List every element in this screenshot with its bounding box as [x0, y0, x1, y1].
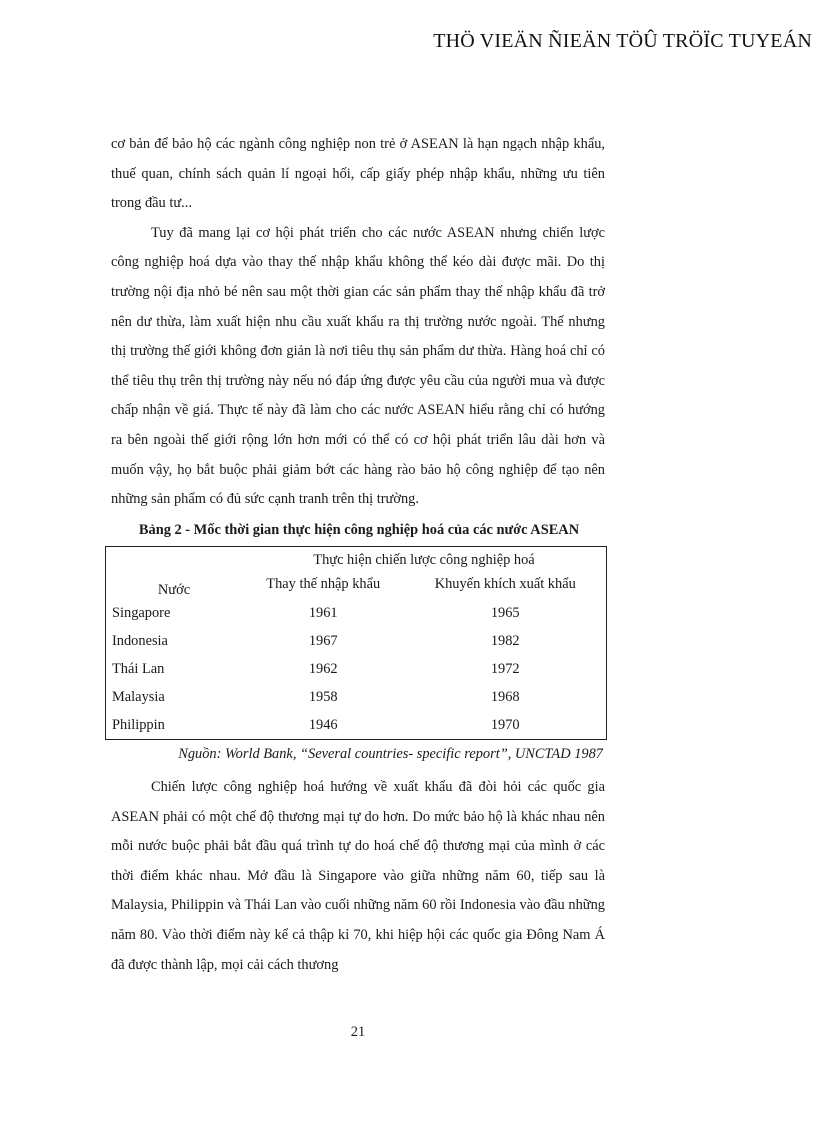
- industrialization-table: [105, 546, 607, 740]
- cell-export-year: 1982: [490, 632, 520, 649]
- cell-export-year: 1968: [490, 688, 520, 705]
- cell-import-year: 1958: [308, 688, 338, 705]
- cell-export-year: 1965: [490, 604, 520, 621]
- table-source-note: Nguồn: World Bank, “Several countries- specific report”, UNCTAD 1987: [178, 746, 603, 762]
- cell-country: Thái Lan: [112, 660, 165, 677]
- table-header-row: [106, 547, 607, 570]
- cell-import-year: 1967: [308, 632, 338, 649]
- table-row: [106, 627, 607, 655]
- cell-import-year: 1961: [308, 604, 338, 621]
- cell-country: Indonesia: [112, 632, 168, 649]
- cell-import-year: 1946: [308, 716, 338, 733]
- body-text-bottom: [111, 773, 605, 980]
- cell-country: Philippin: [112, 716, 165, 733]
- header-export-promotion: Khuyến khích xuất khẩu: [434, 575, 576, 592]
- page-number: 21: [350, 1024, 366, 1040]
- page-header-title: THÖ VIEÄN ÑIEÄN TÖÛ TRÖÏC TUYEÁN: [433, 30, 812, 52]
- cell-import-year: 1962: [308, 660, 338, 677]
- cell-country: Singapore: [112, 604, 171, 621]
- cell-country: Malaysia: [112, 688, 165, 705]
- header-import-substitution: Thay thế nhập khẩu: [266, 575, 381, 592]
- table-row: [106, 711, 607, 740]
- table-row: [106, 683, 607, 711]
- table-caption: Bảng 2 - Mốc thời gian thực hiện công nghiệp hoá của các nước ASEAN: [138, 522, 580, 538]
- table-row: [106, 599, 607, 627]
- paragraph-1: cơ bản để bảo hộ các ngành công nghiệp non trẻ ở ASEAN là hạn ngạch nhập khẩu, thuế quan, chính sách quản lí ngoại hối, cấp giấy phép nhập khẩu, những ưu tiên trong đầu tư...: [111, 136, 605, 212]
- body-text-top: [111, 130, 605, 515]
- paragraph-3: Chiến lược công nghiệp hoá hướng về xuất khẩu đã đòi hỏi các quốc gia ASEAN phải có một chế độ thương mại tự do hơn. Do mức bảo hộ là khác nhau nên mỗi nước buộc phải bắt đầu quá trình tự do hoá chế độ thương mại của mình ở các thời điểm khác nhau. Mở đầu là Singapore vào giữa những năm 60, tiếp sau là Malaysia, Philippin và Thái Lan vào cuối những năm 60 rồi Indonesia vào đầu những năm 80. Vào thời điểm này kể cả thập kỉ 70, khi hiệp hội các quốc gia Đông Nam Á đã được thành lập, mọi cải cách thương: [111, 779, 605, 973]
- cell-export-year: 1972: [490, 660, 520, 677]
- header-country: Nước: [157, 582, 191, 598]
- cell-export-year: 1970: [490, 716, 520, 733]
- paragraph-2: Tuy đã mang lại cơ hội phát triển cho các nước ASEAN nhưng chiến lược công nghiệp hoá dựa vào thay thế nhập khẩu không thể kéo dài được mãi. Do thị trường nội địa nhỏ bé nên sau một thời gian các sản phẩm thay thế nhập khẩu đã trở nên dư thừa, làm xuất hiện nhu cầu xuất khẩu ra thị trường nước ngoài. Thế nhưng thị trường thế giới không đơn giản là nơi tiêu thụ sản phẩm dư thừa. Hàng hoá chỉ có thể tiêu thụ trên thị trường này nếu nó đáp ứng được yêu cầu của người mua và được chấp nhận về giá. Thực tế này đã làm cho các nước ASEAN hiểu rằng chỉ có hướng ra bên ngoài thế giới rộng lớn hơn mới có thể có cơ hội phát triển lâu dài hơn và muốn vậy, họ bắt buộc phải giảm bớt các hàng rào bảo hộ công nghiệp để tạo nên những sản phẩm có đủ sức cạnh tranh trên thị trường.: [111, 224, 605, 508]
- table-row: [106, 655, 607, 683]
- header-strategy-group: Thực hiện chiến lược công nghiệp hoá: [313, 552, 535, 568]
